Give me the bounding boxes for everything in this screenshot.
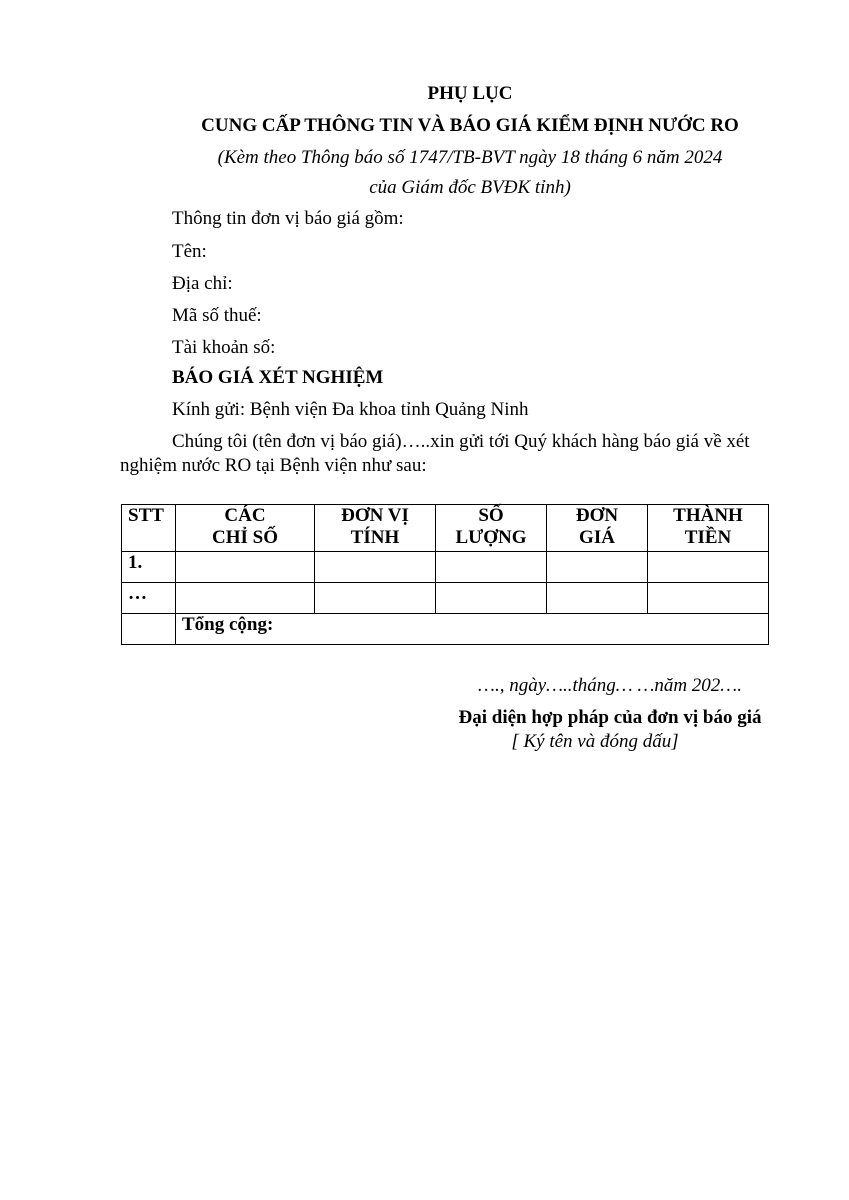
table-cell <box>547 552 648 583</box>
header-cell-unit-price: ĐƠN GIÁ <box>547 505 648 552</box>
document-title: PHỤ LỤC <box>427 83 513 104</box>
table-total-row <box>122 614 769 645</box>
table-cell <box>315 583 436 614</box>
table-cell <box>176 583 315 614</box>
info-address-label: Địa chỉ: <box>172 273 233 294</box>
total-label-cell: Tổng cộng: <box>176 614 769 645</box>
table-cell <box>176 552 315 583</box>
table-cell <box>648 552 769 583</box>
row-stt-cell: 1. <box>122 552 176 583</box>
header-cell-unit: ĐƠN VỊ TÍNH <box>315 505 436 552</box>
section-heading: BÁO GIÁ XÉT NGHIỆM <box>172 367 384 388</box>
header-cell-stt: STT <box>122 505 176 552</box>
header-cell-amount: THÀNH TIỀN <box>648 505 769 552</box>
table-header-row <box>122 505 769 552</box>
table-row <box>122 583 769 614</box>
signature-note: [ Ký tên và đóng dấu] <box>511 731 679 752</box>
row-stt-cell: … <box>122 583 176 614</box>
quote-table <box>121 504 769 645</box>
table-cell <box>436 552 547 583</box>
table-cell <box>436 583 547 614</box>
table-cell <box>648 583 769 614</box>
table-cell <box>315 552 436 583</box>
recipient-line: Kính gửi: Bệnh viện Đa khoa tỉnh Quảng Ninh <box>172 399 529 420</box>
table-cell <box>122 614 176 645</box>
reference-line-2: của Giám đốc BVĐK tỉnh) <box>369 177 571 198</box>
info-account-label: Tài khoản số: <box>172 337 276 358</box>
info-name-label: Tên: <box>172 241 207 262</box>
document-subtitle: CUNG CẤP THÔNG TIN VÀ BÁO GIÁ KIỂM ĐỊNH NƯỚC RO <box>201 115 739 136</box>
header-cell-quantity: SỐ LƯỢNG <box>436 505 547 552</box>
info-tax-code-label: Mã số thuế: <box>172 305 262 326</box>
reference-line-1: (Kèm theo Thông báo số 1747/TB-BVT ngày 18 tháng 6 năm 2024 <box>217 147 723 168</box>
signature-date-line: …., ngày…..tháng… …năm 202…. <box>478 675 742 696</box>
info-intro: Thông tin đơn vị báo giá gồm: <box>172 208 404 229</box>
body-paragraph: Chúng tôi (tên đơn vị báo giá)…..xin gửi tới Quý khách hàng báo giá về xét nghiệm nước RO tại Bệnh viện như sau: <box>120 431 750 476</box>
header-cell-indicators: CÁC CHỈ SỐ <box>176 505 315 552</box>
table-row <box>122 552 769 583</box>
signature-title: Đại diện hợp pháp của đơn vị báo giá <box>458 707 762 728</box>
table-cell <box>547 583 648 614</box>
